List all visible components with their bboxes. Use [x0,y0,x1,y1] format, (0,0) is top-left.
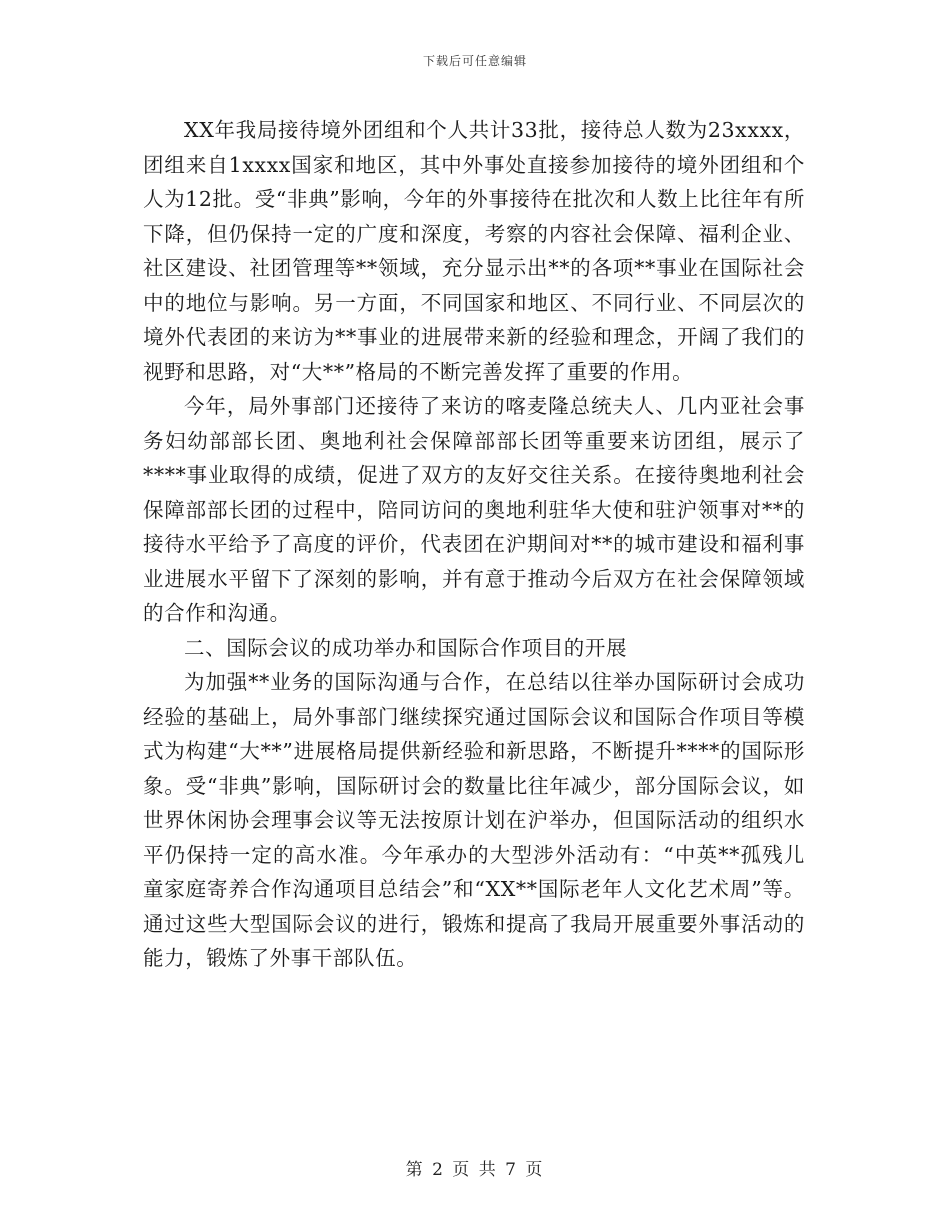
section-heading-international-conferences: 二、国际会议的成功举办和国际合作项目的开展 [184,635,628,660]
paragraph-important-delegations: 今年，局外事部门还接待了来访的喀麦隆总统夫人、几内亚社会事务妇幼部部长团、奥地利社会保障部部长团等重要来访团组，展示了****事业取得的成绩，促进了双方的友好交往关系。在接待奥地利社会保障部部长团的过程中，陪同访问的奥地利驻华大使和驻沪领事对**的接待水平给予了高度的评价，代表团在沪期间对**的城市建设和福利事业进展水平留下了深刻的影响，并有意于推动今后双方在社会保障领域的合作和沟通。 [143,394,805,625]
paragraph-international-cooperation: 为加强**业务的国际沟通与合作，在总结以往举办国际研讨会成功经验的基础上，局外事部门继续探究通过国际会议和国际合作项目等模式为构建“大**”进展格局提供新经验和新思路，不断提升****的国际形象。受“非典”影响，国际研讨会的数量比往年减少，部分国际会议，如世界休闲协会理事会议等无法按原计划在沪举办，但国际活动的组织水平仍保持一定的高水准。今年承办的大型涉外活动有：“中英**孤残儿童家庭寄养合作沟通项目总结会”和“XX**国际老年人文化艺术周”等。通过这些大型国际会议的进行，锻炼和提高了我局开展重要外事活动的能力，锻炼了外事干部队伍。 [143,670,805,970]
paragraph-reception-summary: XX年我局接待境外团组和个人共计33批，接待总人数为23xxxx，团组来自1xxxx国家和地区，其中外事处直接参加接待的境外团组和个人为12批。受“非典”影响，今年的外事接待在批次和人数上比往年有所下降，但仍保持一定的广度和深度，考察的内容社会保障、福利企业、社区建设、社团管理等**领域，充分显示出**的各项**事业在国际社会中的地位与影响。另一方面，不同国家和地区、不同行业、不同层次的境外代表团的来访为**事业的进展带来新的经验和理念，开阔了我们的视野和思路，对“大**”格局的不断完善发挥了重要的作用。 [143,118,805,384]
page-number-footer: 第 2 页 共 7 页 [405,1160,545,1180]
page-header: 下载后可任意编辑 [422,54,527,68]
document-body [143,113,805,976]
